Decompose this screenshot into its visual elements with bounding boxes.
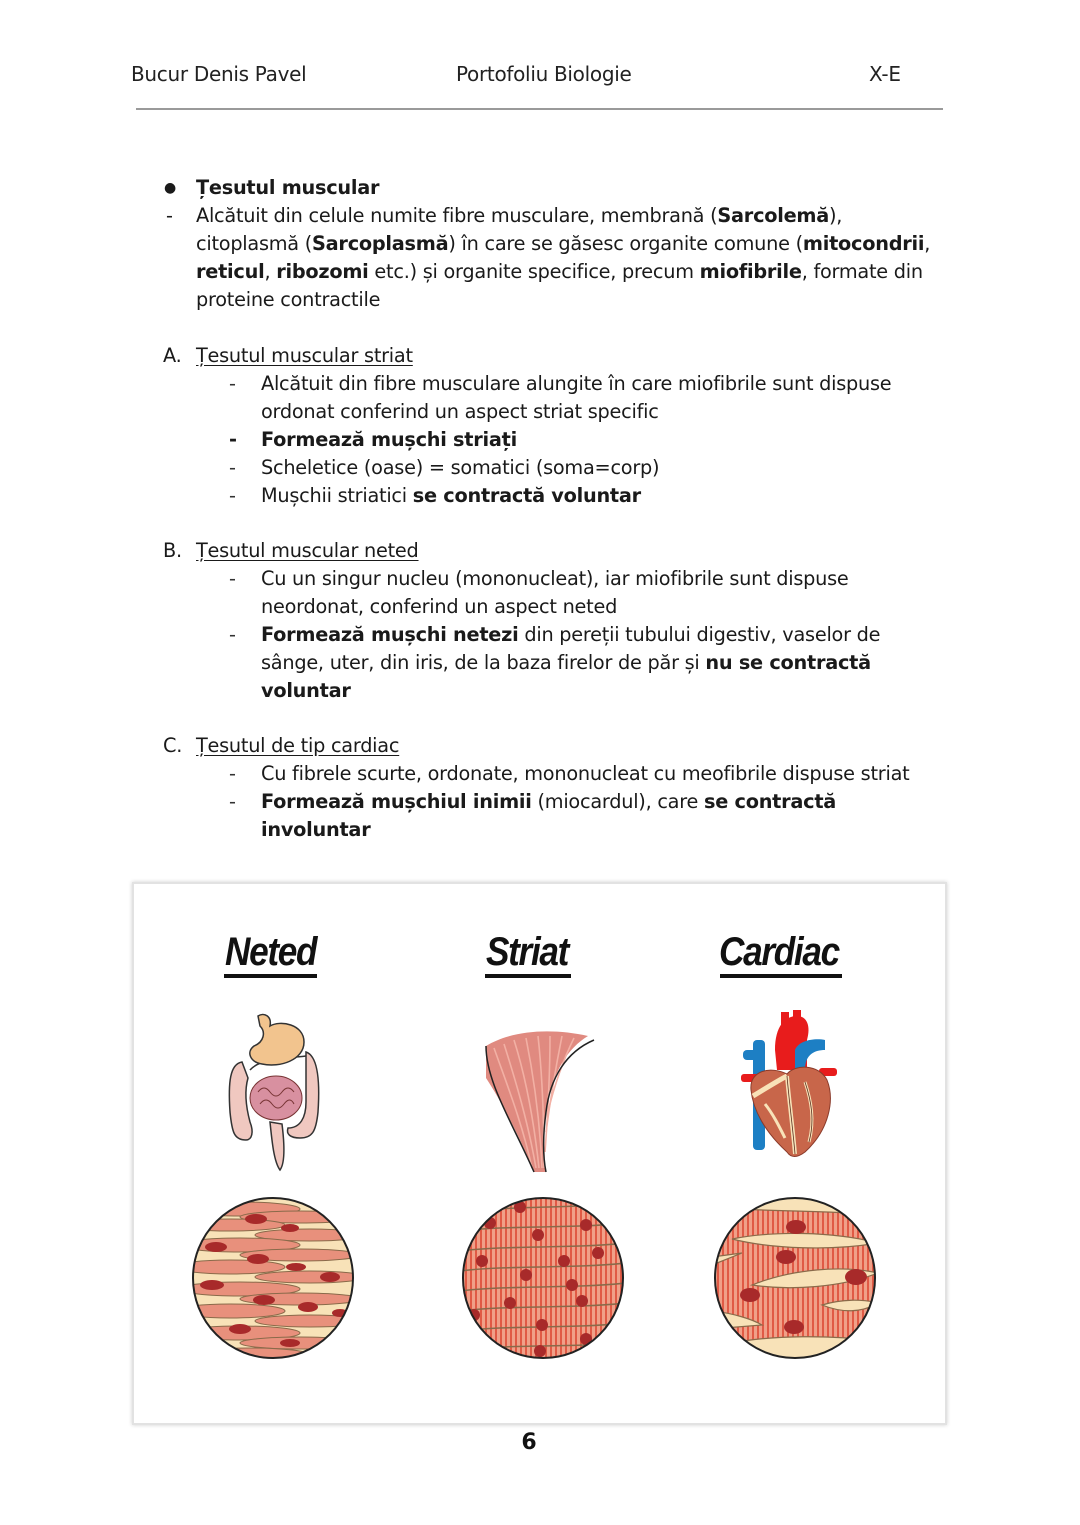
bold-term: miofibrile [699, 260, 802, 283]
header-class: X-E [869, 62, 901, 86]
intro-line [196, 258, 923, 286]
dash-marker: - [229, 428, 237, 451]
cardiac-muscle-tissue-icon [712, 1195, 878, 1361]
list-item-line [261, 621, 880, 649]
dash-marker: - [166, 204, 173, 227]
list-item-line [261, 788, 836, 816]
smooth-muscle-tissue-icon [190, 1195, 356, 1361]
section-title: Țesutul muscular [196, 176, 380, 199]
muscle-types-figure [132, 882, 947, 1425]
text-run: Mușchii striatici [261, 484, 413, 507]
dash-marker: - [229, 484, 236, 507]
header-title: Portofoliu Biologie [456, 62, 632, 86]
list-item-line [261, 454, 659, 482]
text-run: ordonat conferind un aspect striat specific [261, 400, 659, 423]
page-header [131, 62, 911, 92]
bold-term: ribozomi [276, 260, 369, 283]
intro-line [196, 202, 842, 230]
bold-term: nu se contractă [705, 651, 871, 674]
text-run: (miocardul), care [531, 790, 704, 813]
text-run: ) în care se găsesc organite comune ( [448, 232, 803, 255]
heart-icon [735, 1010, 845, 1165]
bold-term: reticul [196, 260, 265, 283]
bold-term: Sarcolemă [717, 204, 830, 227]
list-item-line [261, 370, 891, 398]
subsection-title: Țesutul muscular neted [196, 539, 419, 562]
text-run: Cu fibrele scurte, ordonate, mononucleat cu meofibrile dispuse striat [261, 762, 910, 785]
intro-line [196, 286, 380, 314]
subsection-letter: A. [163, 344, 182, 367]
dash-marker: - [229, 790, 236, 813]
subsection-title: Țesutul de tip cardiac [196, 734, 400, 757]
text-run: ), [829, 204, 843, 227]
dash-marker: - [229, 762, 236, 785]
dash-marker: - [229, 567, 236, 590]
bold-term: se contractă voluntar [412, 484, 641, 507]
label-underline [720, 974, 842, 978]
bold-term: involuntar [261, 818, 371, 841]
list-item-line [261, 482, 641, 510]
text-run: Scheletice (oase) = somatici (soma=corp) [261, 456, 660, 479]
dash-marker: - [229, 456, 236, 479]
bold-term: Formează mușchiul inimii [261, 790, 532, 813]
text-run: citoplasmă ( [196, 232, 313, 255]
subsection-letter: B. [163, 539, 182, 562]
label-underline [485, 974, 571, 978]
list-item-line [261, 760, 909, 788]
text-run: , formate din [801, 260, 923, 283]
intro-line [196, 230, 930, 258]
bold-term: mitocondrii [802, 232, 925, 255]
text-run: sânge, uter, din iris, de la baza firelor de păr și [261, 651, 706, 674]
list-item-line [261, 565, 849, 593]
list-item-line [261, 649, 871, 677]
list-item-line [261, 426, 517, 454]
list-item-line [261, 593, 617, 621]
text-run: neordonat, conferind un aspect neted [261, 595, 618, 618]
figure-label-neted: Neted [225, 930, 317, 974]
bold-term: se contractă [704, 790, 837, 813]
list-item-line [261, 816, 370, 844]
list-item-line [261, 398, 659, 426]
dash-marker: - [229, 623, 236, 646]
figure-label-striat: Striat [486, 930, 569, 974]
text-run: proteine contractile [196, 288, 381, 311]
skeletal-muscle-icon [482, 1022, 602, 1177]
text-run: Cu un singur nucleu (mononucleat), iar miofibrile sunt dispuse [261, 567, 849, 590]
header-divider [136, 108, 943, 110]
text-run: etc.) și organite specifice, precum [368, 260, 700, 283]
figure-label-cardiac: Cardiac [719, 930, 839, 974]
subsection-title: Țesutul muscular striat [196, 344, 413, 367]
list-item-line [261, 677, 351, 705]
text-run: din pereții tubului digestiv, vaselor de [518, 623, 881, 646]
header-author: Bucur Denis Pavel [131, 62, 307, 86]
page-number: 6 [521, 1430, 537, 1455]
bold-term: Sarcoplasmă [312, 232, 449, 255]
label-underline [224, 974, 317, 978]
text-run: Alcătuit din celule numite fibre musculare, membrană ( [196, 204, 718, 227]
bullet-icon: ● [164, 180, 176, 196]
text-run: , [924, 232, 931, 255]
text-run: Alcătuit din fibre musculare alungite în care miofibrile sunt dispuse [261, 372, 892, 395]
bold-term: Formează mușchi striați [261, 428, 517, 451]
striated-muscle-tissue-icon [460, 1195, 626, 1361]
bold-term: Formează mușchi netezi [261, 623, 519, 646]
subsection-letter: C. [163, 734, 183, 757]
bold-term: voluntar [261, 679, 351, 702]
dash-marker: - [229, 372, 236, 395]
digestive-tract-icon [220, 1012, 330, 1172]
text-run: , [264, 260, 277, 283]
